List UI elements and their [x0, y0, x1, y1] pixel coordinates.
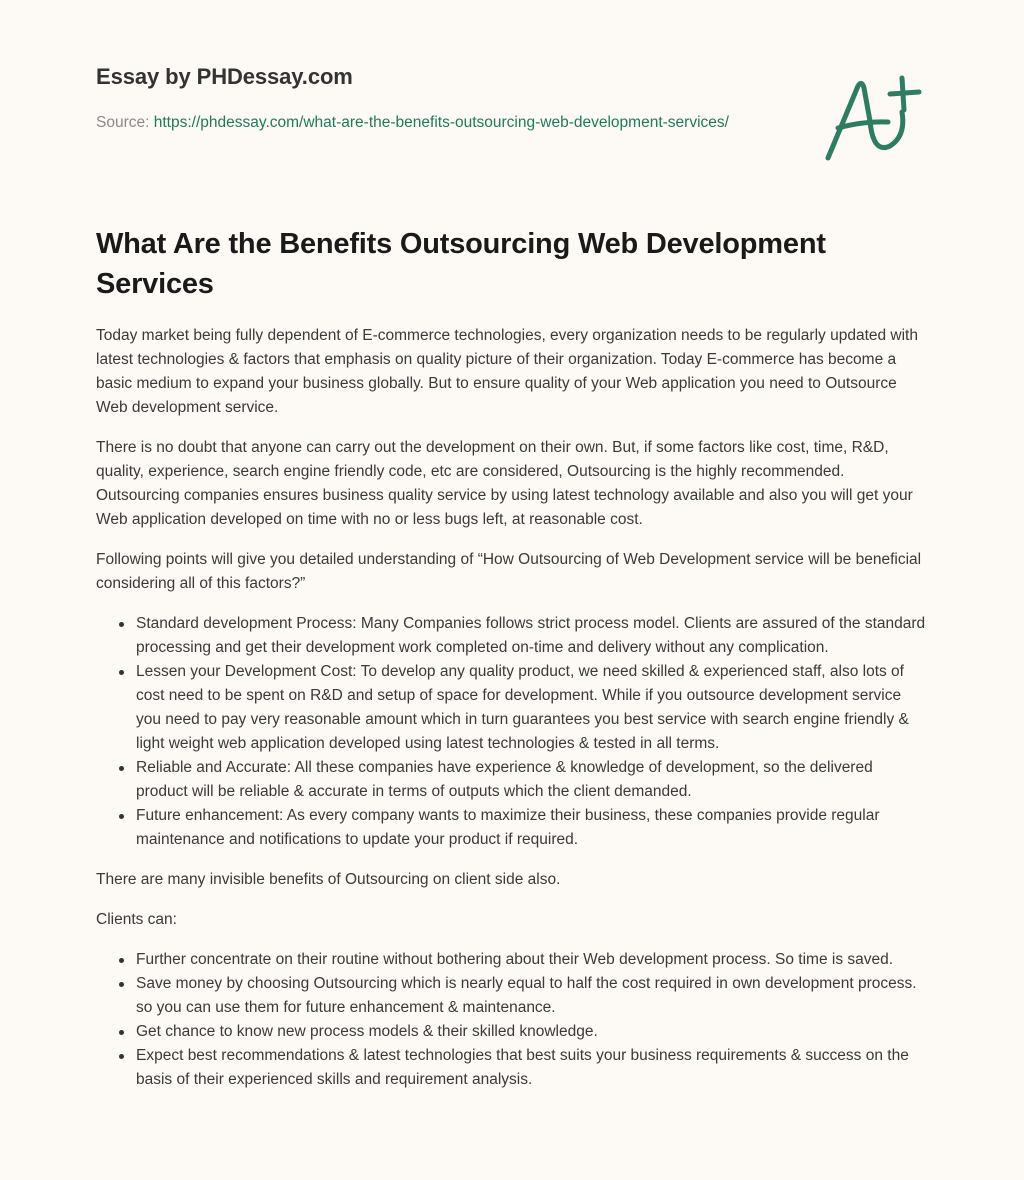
- paragraph-following-points: Following points will give you detailed understanding of “How Outsourcing of Web Development service will be beneficial considering all of this factors?”: [96, 551, 922, 592]
- list-item: Further concentrate on their routine without bothering about their Web development process. So time is saved.: [136, 948, 928, 972]
- source-line: [96, 111, 746, 135]
- list-item: Expect best recommendations & latest technologies that best suits your business requirements & success on the basis of their experienced skills and requirement analysis.: [136, 1044, 928, 1092]
- a-plus-grade-icon: [818, 66, 928, 166]
- clients-list: [96, 948, 928, 1092]
- site-title: Essay by PHDessay.com: [96, 64, 353, 89]
- paragraph-client-side: There are many invisible benefits of Outsourcing on client side also.: [96, 871, 561, 888]
- list-item: Save money by choosing Outsourcing which is nearly equal to half the cost required in own development process. so you can use them for future enhancement & maintenance.: [136, 972, 928, 1020]
- essay-body: [96, 324, 928, 1108]
- list-item: Lessen your Development Cost: To develop any quality product, we need skilled & experienced staff, also lots of cost need to be spent on R&D and setup of space for development. While if you outsource development service you need to pay very reasonable amount which in turn guarantees you best service with search engine friendly & light weight web application developed using latest technologies & tested in all terms.: [136, 660, 928, 756]
- list-item: Reliable and Accurate: All these companies have experience & knowledge of development, so the delivered product will be reliable & accurate in terms of outputs which the client demanded.: [136, 756, 928, 804]
- benefits-list: [96, 612, 928, 852]
- list-item: Future enhancement: As every company wants to maximize their business, these companies provide regular maintenance and notifications to update your product if required.: [136, 804, 928, 852]
- paragraph-outsourcing: There is no doubt that anyone can carry out the development on their own. But, if some factors like cost, time, R&D, quality, experience, search engine friendly code, etc are considered, Outsourcing is the highly recommended. Outsourcing companies ensures business quality service by using latest technology available and also you will get your Web application developed on time with no or less bugs left, at reasonable cost.: [96, 439, 913, 528]
- paragraph-intro: Today market being fully dependent of E-commerce technologies, every organization needs to be regularly updated with latest technologies & factors that emphasis on quality picture of their organization. Today E-commerce has become a basic medium to expand your business globally. But to ensure quality of your Web application you need to Outsource Web development service.: [96, 327, 918, 416]
- source-link[interactable]: https://phdessay.com/what-are-the-benefits-outsourcing-web-development-services/: [153, 114, 729, 131]
- list-item: Standard development Process: Many Companies follows strict process model. Clients are assured of the standard processing and get their development work completed on-time and delivery without any complication.: [136, 612, 928, 660]
- essay-title: What Are the Benefits Outsourcing Web Development Services: [96, 228, 826, 300]
- list-item: Get chance to know new process models & their skilled knowledge.: [136, 1020, 928, 1044]
- source-label: Source:: [96, 114, 150, 131]
- clients-can-label: Clients can:: [96, 911, 177, 928]
